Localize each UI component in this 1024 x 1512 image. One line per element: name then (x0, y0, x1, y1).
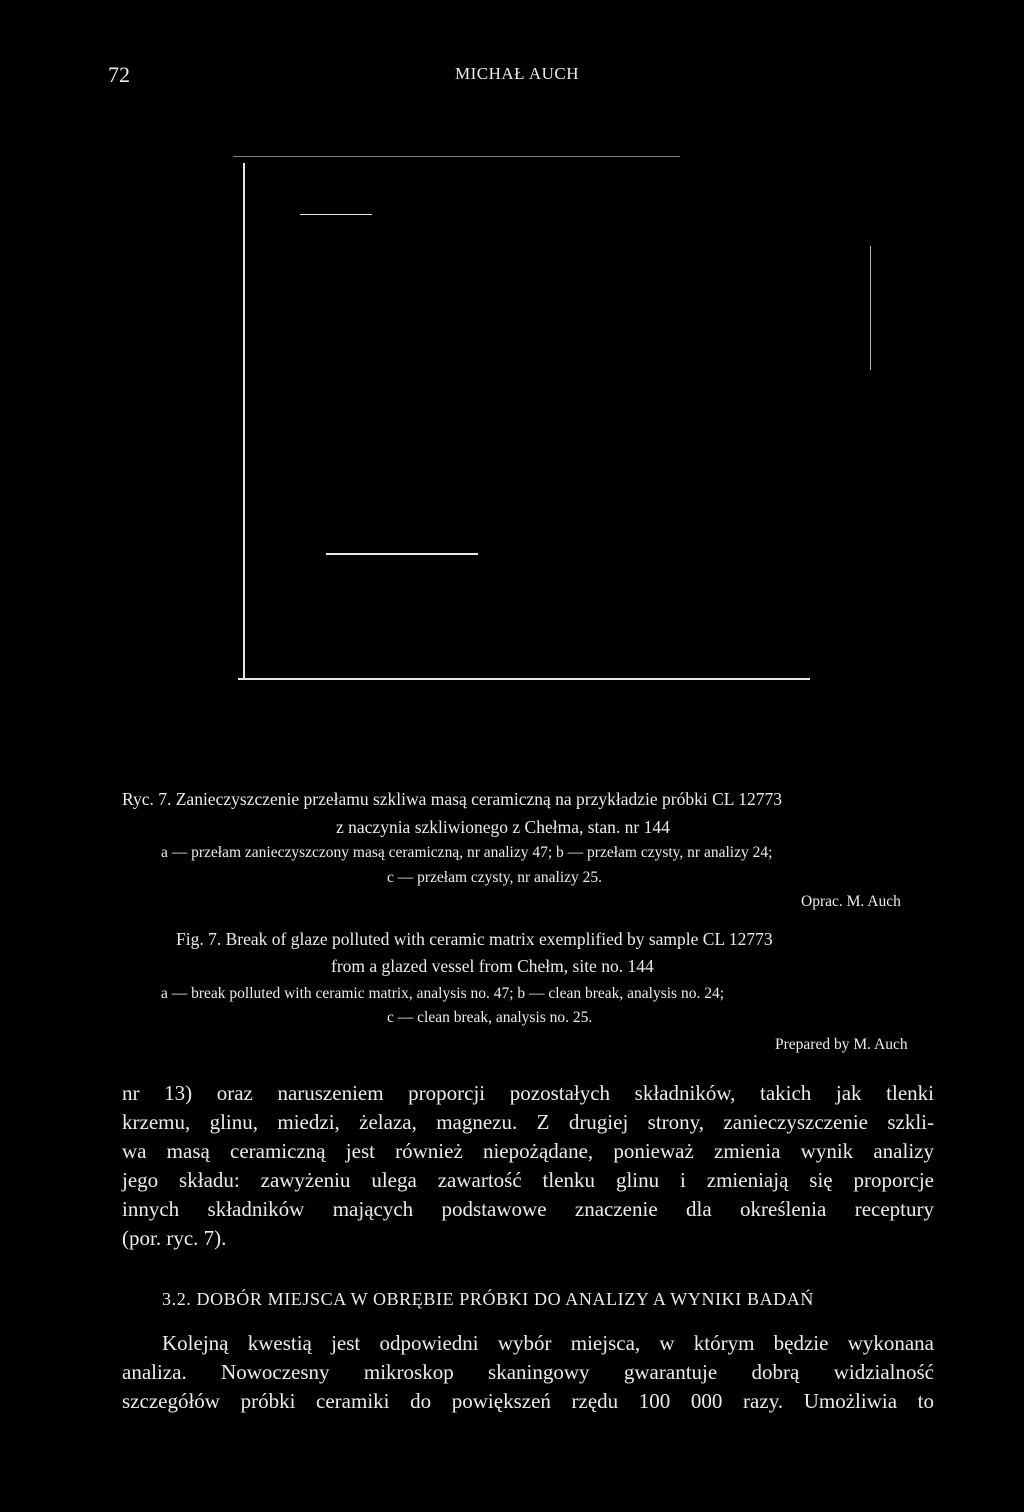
figure-micrograph (0, 0, 1024, 700)
caption-en-line1: Fig. 7. Break of glaze polluted with ceramic matrix exemplified by sample CL 12773 (176, 929, 773, 949)
paragraph-line: analiza. Nowoczesny mikroskop skaningowy gwarantuje dobrą widzialność (122, 1360, 934, 1384)
paragraph-line: krzemu, glinu, miedzi, żelaza, magnezu. Z drugiej strony, zanieczyszczenie szkli- (122, 1110, 934, 1134)
figure-frame-bottom (238, 678, 810, 680)
caption-pl-credit: Oprac. M. Auch (801, 893, 901, 910)
section-heading: 3.2. DOBÓR MIEJSCA W OBRĘBIE PRÓBKI DO ANALIZY A WYNIKI BADAŃ (162, 1289, 814, 1309)
paragraph-line: innych składników mających podstawowe znaczenie dla określenia receptury (122, 1197, 934, 1221)
caption-pl-line1: Ryc. 7. Zanieczyszczenie przełamu szkliwa masą ceramiczną na przykładzie próbki CL 12773 (122, 789, 782, 809)
figure-frame-top (233, 156, 680, 157)
paragraph-line: (por. ryc. 7). (122, 1226, 227, 1250)
paragraph-line: nr 13) oraz naruszeniem proporcji pozostałych składników, takich jak tlenki (122, 1081, 934, 1105)
caption-pl-line3: a — przełam zanieczyszczony masą ceramiczną, nr analizy 47; b — przełam czysty, nr analizy 24; (161, 844, 773, 861)
figure-frame-left (243, 163, 245, 678)
figure-marker-line-upper (300, 214, 372, 215)
caption-en-line3: a — break polluted with ceramic matrix, analysis no. 47; b — clean break, analysis no. 24; (161, 985, 725, 1002)
paragraph-line: Kolejną kwestią jest odpowiedni wybór miejsca, w którym będzie wykonana (162, 1331, 934, 1355)
caption-en-line2: from a glazed vessel from Chełm, site no. 144 (331, 956, 654, 976)
caption-pl-line2: z naczynia szkliwionego z Chełma, stan. nr 144 (336, 817, 670, 837)
paragraph-line: szczegółów próbki ceramiki do powiększeń rzędu 100 000 razy. Umożliwia to (122, 1389, 934, 1413)
page-number: 72 (108, 62, 130, 87)
figure-marker-line-lower (326, 553, 478, 555)
caption-en-credit: Prepared by M. Auch (775, 1036, 908, 1053)
body-paragraph-1 (122, 1079, 934, 1253)
caption-en-line4: c — clean break, analysis no. 25. (387, 1009, 593, 1026)
paragraph-line: jego składu: zawyżeniu ulega zawartość tlenku glinu i zmieniają się proporcje (122, 1168, 934, 1192)
caption-pl-line4: c — przełam czysty, nr analizy 25. (387, 869, 603, 886)
paragraph-line: wa masą ceramiczną jest również niepożądane, ponieważ zmienia wynik analizy (122, 1139, 934, 1163)
figure-frame-right-tick (870, 246, 871, 370)
body-paragraph-2 (122, 1329, 934, 1416)
running-head-author: MICHAŁ AUCH (455, 64, 580, 83)
